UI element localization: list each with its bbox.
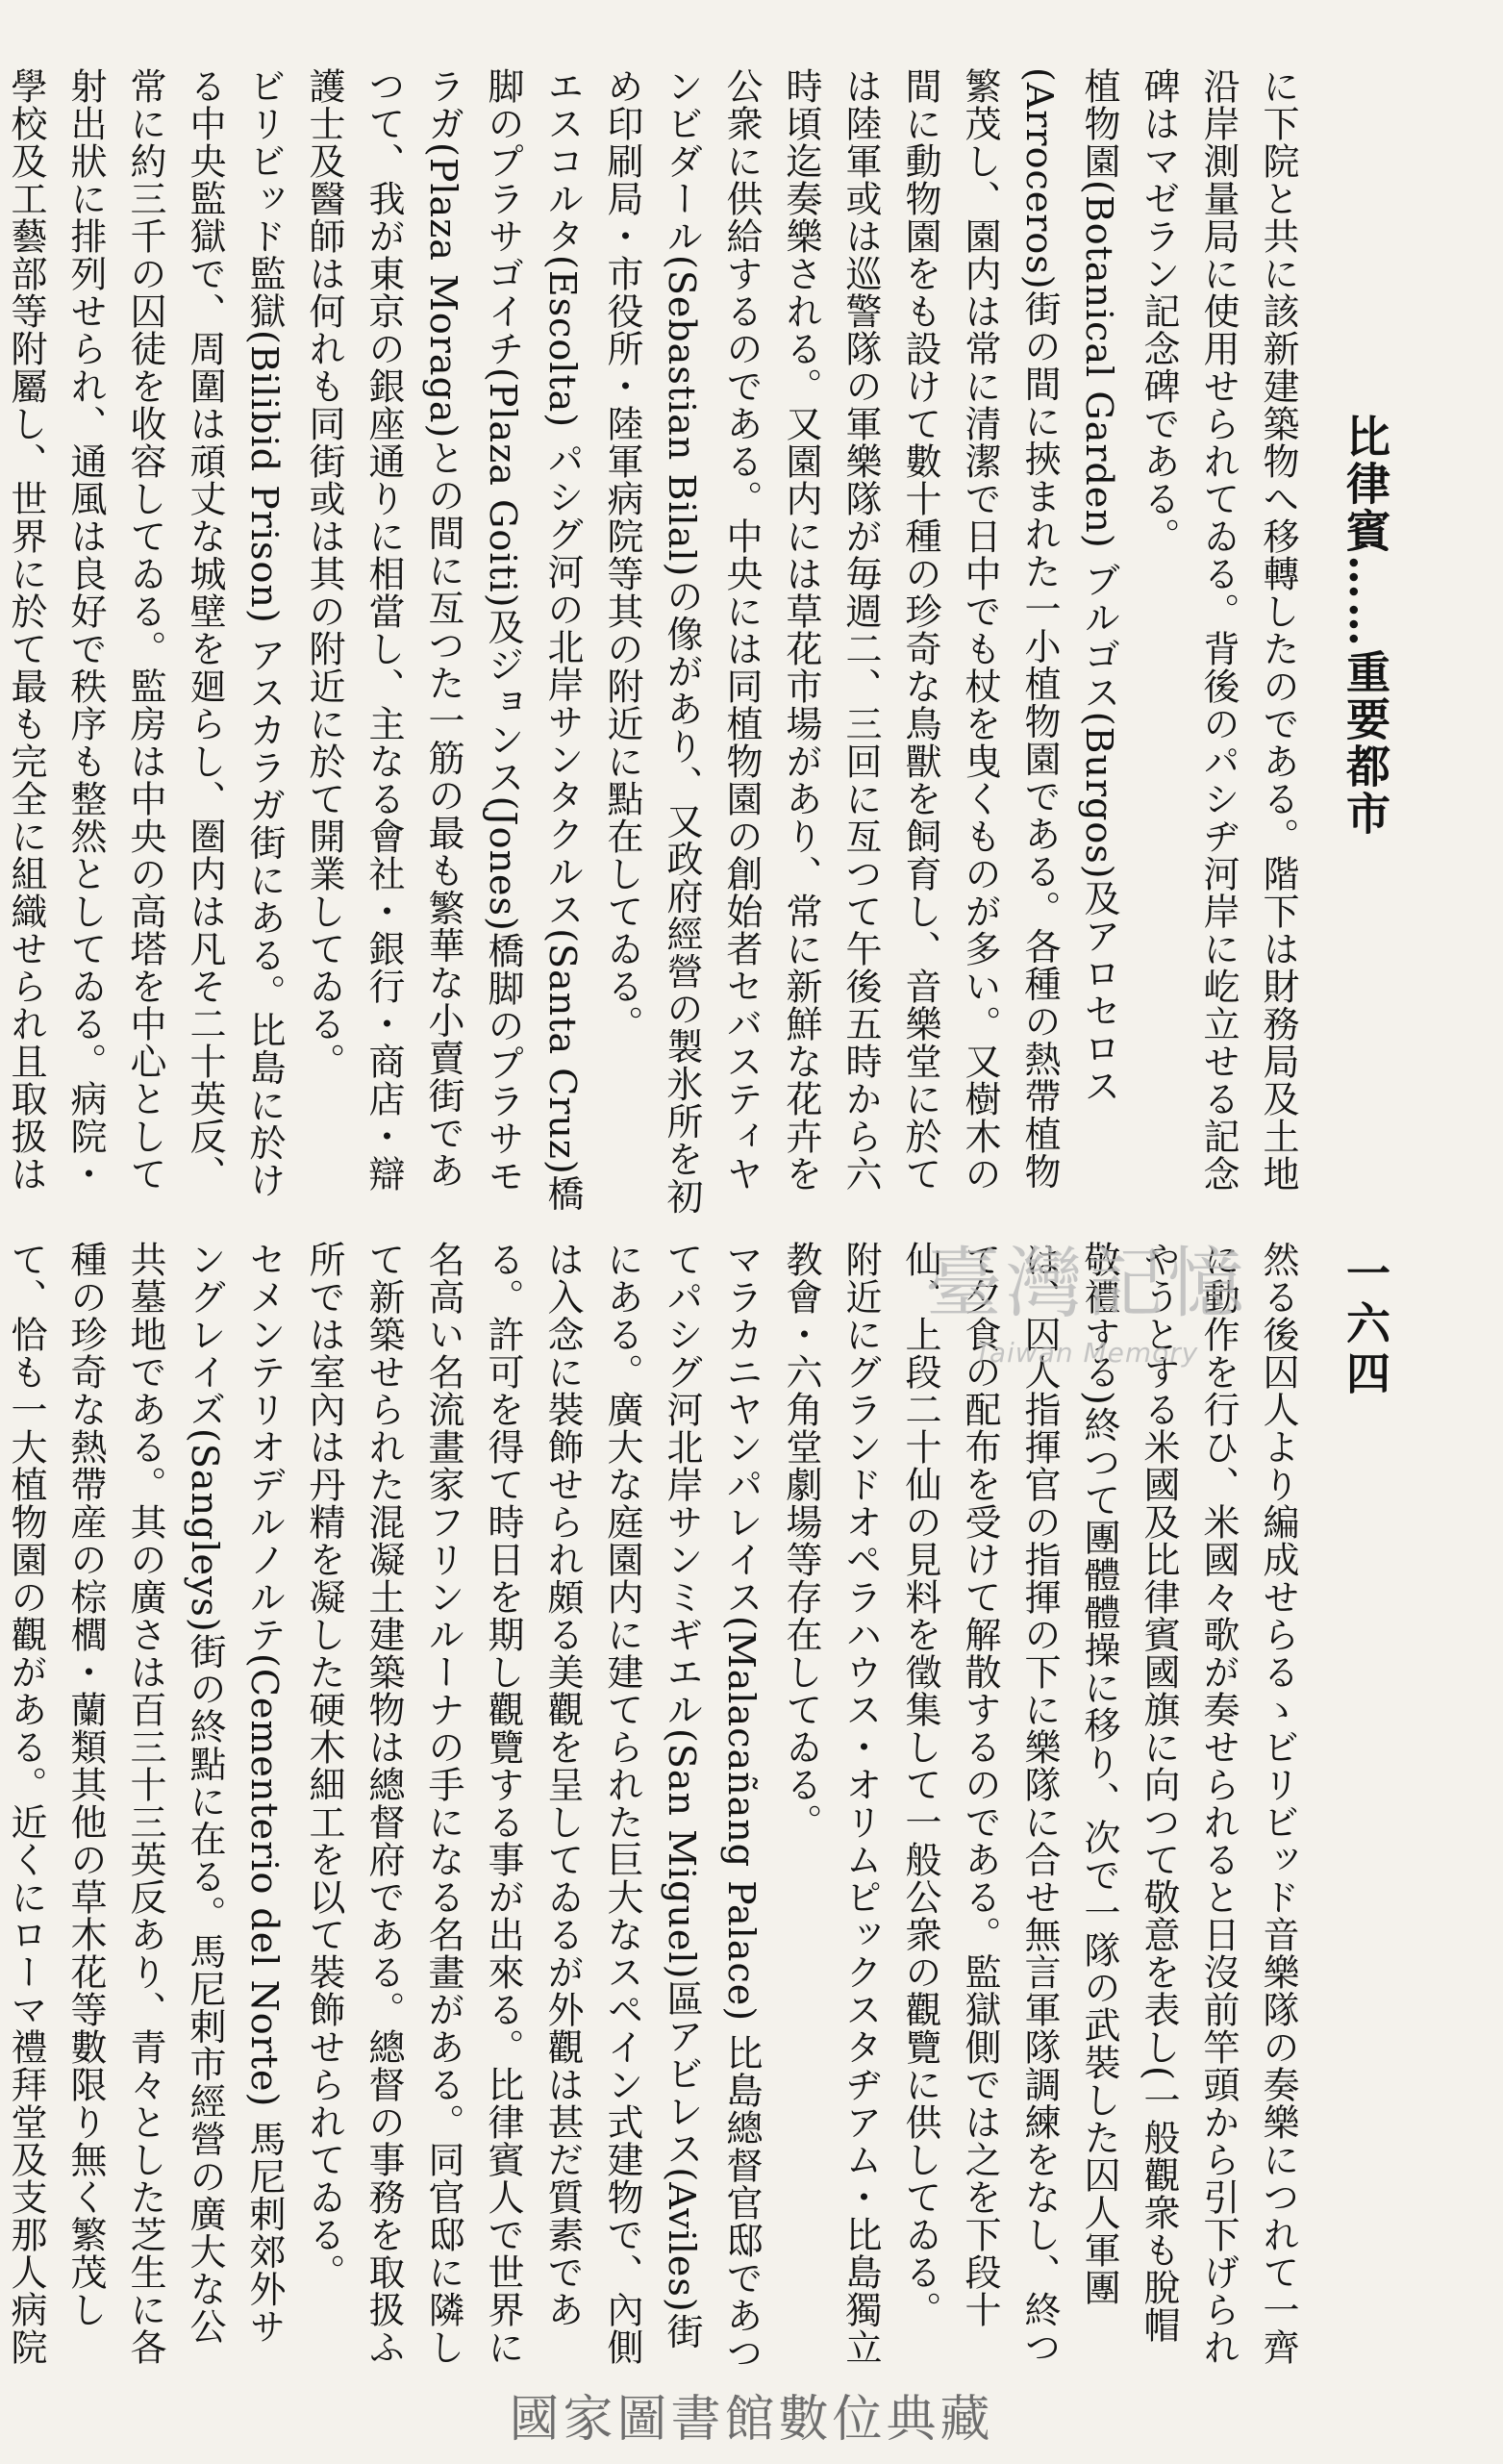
paragraph-upper-4: ビリビッド監獄(Bilibid Prison) アスカラガ街にある。比島に於ける中央監獄で、周圍は頑丈な城壁を廻らし、圏内は凡そ二十英反、常に約三千の囚徒を收容してゐる。監房は中央の高塔を中心として射出狀に排列せられ、通風は良好で秩序も整然としてゐる。病院・學校及工藝部等附屬し、世界に於て最も完全に組織せられ且取扱は: [5, 67, 286, 1199]
paragraph-lower-2: 附近にグランドオペラハウス・オリムピックスタヂアム・比島獨立教會・六角堂劇場等存在してゐる。: [780, 1241, 882, 2366]
paragraph-upper-3: エスコルタ(Escolta) パシグ河の北岸サンタクルス(Santa Cruz)橋脚のプラサゴイチ(Plaza Goiti)及ジョンス(Jones)橋脚のプラサモラガ(Plaza Moraga)との間に亙つた一筋の最も繁華な小賣街であつて、我が東京の銀座通りに相當し、主なる會社・銀行・商店・辯護士及醫師は何れも同街或は其の附近に於て開業してゐる。: [303, 67, 584, 1213]
paragraph-upper-1: に下院と共に該新建築物へ移轉したのである。階下は財務局及土地沿岸測量局に使用せられてゐる。背後のパシヂ河岸に屹立せる記念碑はマゼラン記念碑である。: [1138, 67, 1299, 1193]
lower-text-block: [5, 1241, 1308, 2376]
upper-text-block: [5, 67, 1308, 1221]
page-number: 一六四: [1340, 1250, 1391, 1400]
footer-library-text: 國家圖書館數位典藏: [509, 2391, 994, 2449]
paragraph-upper-2: 植物園(Botanical Garden) ブルゴス(Burgos)及アロセロス(Arroceros)街の間に挾まれた一小植物園である。各種の熱帶植物繁茂し、園内は常に清潔で日中でも杖を曳くものが多い。又樹木の間に動物園をも設けて數十種の珍奇な鳥獸を飼育し、音樂堂に於ては陸軍或は巡警隊の軍樂隊が毎週二、三回に亙つて午後五時から六時頃迄奏樂される。又園内には草花市場があり、常に新鮮な花卉を公衆に供給するのである。中央には同植物園の創始者セバスティヤンビダール(Sebastian Bilal)の像があり、又政府經營の製氷所を初め印刷局・市役所・陸軍病院等其の附近に點在してゐる。: [601, 67, 1120, 1216]
paragraph-lower-1: 然る後囚人より編成せらるゝビリビッド音樂隊の奏樂につれて一齊に動作を行ひ、米國々歌が奏せられると日沒前竿頭から引下げられやうとする米國及比律賓國旗に向つて敬意を表し(一般觀衆も脫帽敬禮する)終つて團體體操に移り、次で一隊の武裝した囚人軍團は、囚人指揮官の指揮の下に樂隊に合せ無言軍隊調練をなし、終つて夕食の配布を受けて解散するのである。監獄側では之を下段十仙、上段二十仙の見料を徵集して一般公衆の觀覽に供してゐる。: [899, 1241, 1299, 2366]
watermark-main-text: 臺灣記憶: [925, 1239, 1248, 1328]
running-header-title: 比律賓……重要都市: [1340, 414, 1391, 838]
taiwan-memory-watermark: [894, 1231, 1279, 1395]
paragraph-lower-3: マラカニヤンパレイス(Malacañang Palace) 比島總督官邸であつてパシグ河北岸サンミギエル(San Miguel)區アビレス(Aviles)街にある。廣大な庭園内に建てられた巨大なスペイン式建物で、內側は入念に裝飾せられ頗る美觀を呈してゐるが外觀は甚だ質素である。許可を得て時日を期し觀覽する事が出來る。比律賓人で世界に名高い名流畫家フリンルーナの手になる名畫がある。同官邸に隣して新築せられた混凝土建築物は總督府である。總督の事務を取扱ふ所では室內は丹精を凝した硬木細工を以て裝飾せられてゐる。: [303, 1241, 763, 2373]
paragraph-lower-4: セメンテリオデルノルテ(Cementerio del Norte) 馬尼剌郊外サングレイズ(Sangleys)街の終點に在る。馬尼剌市經營の廣大な公共墓地である。其の廣さは百三十三英反あり、青々とした芝生に各種の珍奇な熱帶産の棕櫚・蘭類其他の草木花等數限り無く繁茂して、恰も一大植物園の觀がある。近くにローマ禮拜堂及支那人病院: [5, 1241, 286, 2366]
watermark-sub-text: Taiwan Memory: [974, 1337, 1199, 1369]
